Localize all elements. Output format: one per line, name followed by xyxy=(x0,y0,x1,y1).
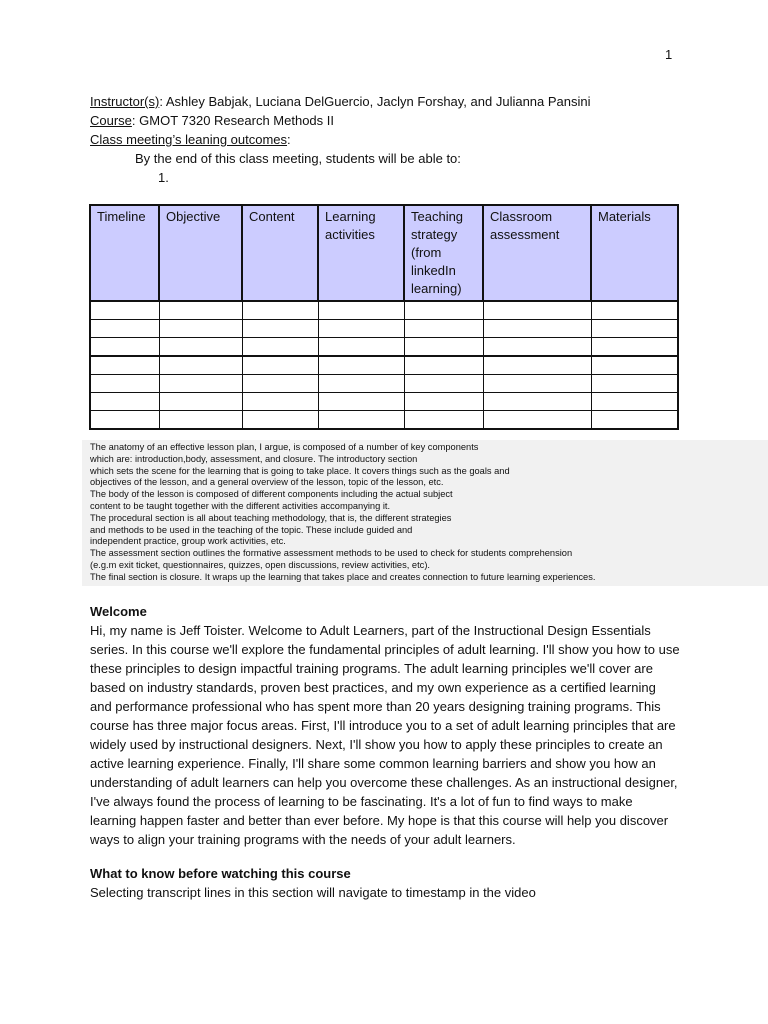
header-teaching-strategy: Teaching strategy (from linkedIn learning) xyxy=(404,205,483,301)
before-course-heading: What to know before watching this course xyxy=(90,866,351,881)
table-row xyxy=(90,375,678,393)
notes-line: The assessment section outlines the formative assessment methods to be used to check for students comprehension xyxy=(90,548,573,559)
course-line xyxy=(90,111,591,130)
outcomes-line xyxy=(90,130,591,149)
table-cell[interactable] xyxy=(404,356,483,375)
outcomes-suffix: : xyxy=(287,132,291,147)
table-cell[interactable] xyxy=(591,338,678,357)
notes-line: (e.g.m exit ticket, questionnaires, quizzes, open discussions, review activities, etc). xyxy=(90,559,430,570)
table-cell[interactable] xyxy=(242,301,318,320)
table-cell[interactable] xyxy=(483,393,591,411)
notes-line: The body of the lesson is composed of different components including the actual subject xyxy=(90,489,453,500)
table-row xyxy=(90,356,678,375)
table-cell[interactable] xyxy=(159,320,242,338)
table-row xyxy=(90,338,678,357)
table-cell[interactable] xyxy=(483,356,591,375)
table-cell[interactable] xyxy=(90,356,159,375)
table-cell[interactable] xyxy=(90,411,159,430)
table-row xyxy=(90,393,678,411)
table-cell[interactable] xyxy=(404,393,483,411)
table-cell[interactable] xyxy=(404,301,483,320)
table-row xyxy=(90,301,678,320)
table-cell[interactable] xyxy=(318,356,404,375)
notes-line: objectives of the lesson, and a general overview of the lesson, topic of the lesson, etc. xyxy=(90,477,444,488)
table-cell[interactable] xyxy=(242,320,318,338)
table-cell[interactable] xyxy=(318,375,404,393)
table-row xyxy=(90,320,678,338)
table-cell[interactable] xyxy=(483,411,591,430)
table-cell[interactable] xyxy=(242,338,318,357)
outcome-item-1: 1. xyxy=(158,170,169,185)
table-cell[interactable] xyxy=(318,393,404,411)
welcome-heading: Welcome xyxy=(90,604,147,619)
table-cell[interactable] xyxy=(404,338,483,357)
header-classroom-assessment: Classroom assessment xyxy=(483,205,591,301)
table-cell[interactable] xyxy=(591,411,678,430)
table-cell[interactable] xyxy=(242,375,318,393)
header-objective: Objective xyxy=(159,205,242,301)
notes-line: independent practice, group work activities, etc. xyxy=(90,536,286,547)
before-course-section xyxy=(90,864,680,902)
table-cell[interactable] xyxy=(90,320,159,338)
table-cell[interactable] xyxy=(591,393,678,411)
notes-line: which sets the scene for the learning that is going to take place. It covers things such as the goals and xyxy=(90,465,510,476)
table-cell[interactable] xyxy=(90,393,159,411)
lesson-plan-table xyxy=(89,204,679,430)
table-cell[interactable] xyxy=(591,356,678,375)
notes-line: The final section is closure. It wraps up the learning that takes place and creates connection to future learning experiences. xyxy=(90,571,596,582)
before-course-paragraph: Selecting transcript lines in this section will navigate to timestamp in the video xyxy=(90,885,536,900)
table-cell[interactable] xyxy=(90,375,159,393)
table-cell[interactable] xyxy=(159,338,242,357)
course-value: : GMOT 7320 Research Methods II xyxy=(131,113,334,128)
table-row xyxy=(90,411,678,430)
table-cell[interactable] xyxy=(318,338,404,357)
notes-line: content to be taught together with the different activities accompanying it. xyxy=(90,500,391,511)
welcome-paragraph: Hi, my name is Jeff Toister. Welcome to Adult Learners, part of the Instructional Design Essentials series. In this course we'll explore the fundamental principles of adult learning. I'll show you how to use these principles to design impactful training programs. The adult learning principles we'll cover are based on industry standards, proven best practices, and my own experience as a certified learning and performance professional who has spent more than 20 years designing training programs. This course has three major focus areas. First, I'll introduce you to a set of adult learning principles that are widely used by instructional designers. Next, I'll show you how to apply these principles to create an active learning experience. Finally, I'll share some common learning barriers and show you how an understanding of adult learners can help you overcome these challenges. As an instructional designer, I've always found the process of learning to be fascinating. It's a lot of fun to find ways to make learning happen faster and better than ever before. My hope is that this course will help you discover ways to align your training programs with the needs of your adult learners. xyxy=(90,623,680,847)
table-cell[interactable] xyxy=(404,411,483,430)
notes-line: which are: introduction,body, assessment, and closure. The introductory section xyxy=(90,453,418,464)
table-cell[interactable] xyxy=(591,301,678,320)
table-cell[interactable] xyxy=(90,301,159,320)
table-cell[interactable] xyxy=(318,320,404,338)
table-cell[interactable] xyxy=(90,338,159,357)
header-content: Content xyxy=(242,205,318,301)
table-cell[interactable] xyxy=(242,356,318,375)
table-cell[interactable] xyxy=(159,356,242,375)
header-learning-activities: Learning activities xyxy=(318,205,404,301)
table-cell[interactable] xyxy=(404,320,483,338)
header-block xyxy=(90,92,591,187)
table-cell[interactable] xyxy=(591,375,678,393)
page-number: 1 xyxy=(665,47,673,62)
table-cell[interactable] xyxy=(159,301,242,320)
table-cell[interactable] xyxy=(242,411,318,430)
notes-line: The procedural section is all about teaching methodology, that is, the different strategies xyxy=(90,512,452,523)
table-cell[interactable] xyxy=(483,375,591,393)
table-cell[interactable] xyxy=(159,375,242,393)
welcome-section xyxy=(90,602,680,849)
table-cell[interactable] xyxy=(404,375,483,393)
table-cell[interactable] xyxy=(318,411,404,430)
table-cell[interactable] xyxy=(483,320,591,338)
outcomes-label: Class meeting’s leaning outcomes xyxy=(90,132,288,147)
instructor-value: : Ashley Babjak, Luciana DelGuercio, Jaclyn Forshay, and Julianna Pansini xyxy=(159,94,591,109)
table-cell[interactable] xyxy=(591,320,678,338)
header-timeline: Timeline xyxy=(90,205,159,301)
header-materials: Materials xyxy=(591,205,678,301)
lesson-plan-notes xyxy=(82,440,768,586)
table-cell[interactable] xyxy=(483,338,591,357)
notes-line: The anatomy of an effective lesson plan, I argue, is composed of a number of key components xyxy=(90,442,479,452)
table-cell[interactable] xyxy=(318,301,404,320)
instructor-line xyxy=(90,92,591,111)
table-header-row xyxy=(90,205,678,301)
table-cell[interactable] xyxy=(242,393,318,411)
table-cell[interactable] xyxy=(159,393,242,411)
notes-line: and methods to be used in the teaching of the topic. These include guided and xyxy=(90,524,413,535)
table-cell[interactable] xyxy=(159,411,242,430)
course-label: Course xyxy=(90,113,132,128)
by-end-line: By the end of this class meeting, students will be able to: xyxy=(135,151,461,166)
table-cell[interactable] xyxy=(483,301,591,320)
instructor-label: Instructor(s) xyxy=(90,94,160,109)
